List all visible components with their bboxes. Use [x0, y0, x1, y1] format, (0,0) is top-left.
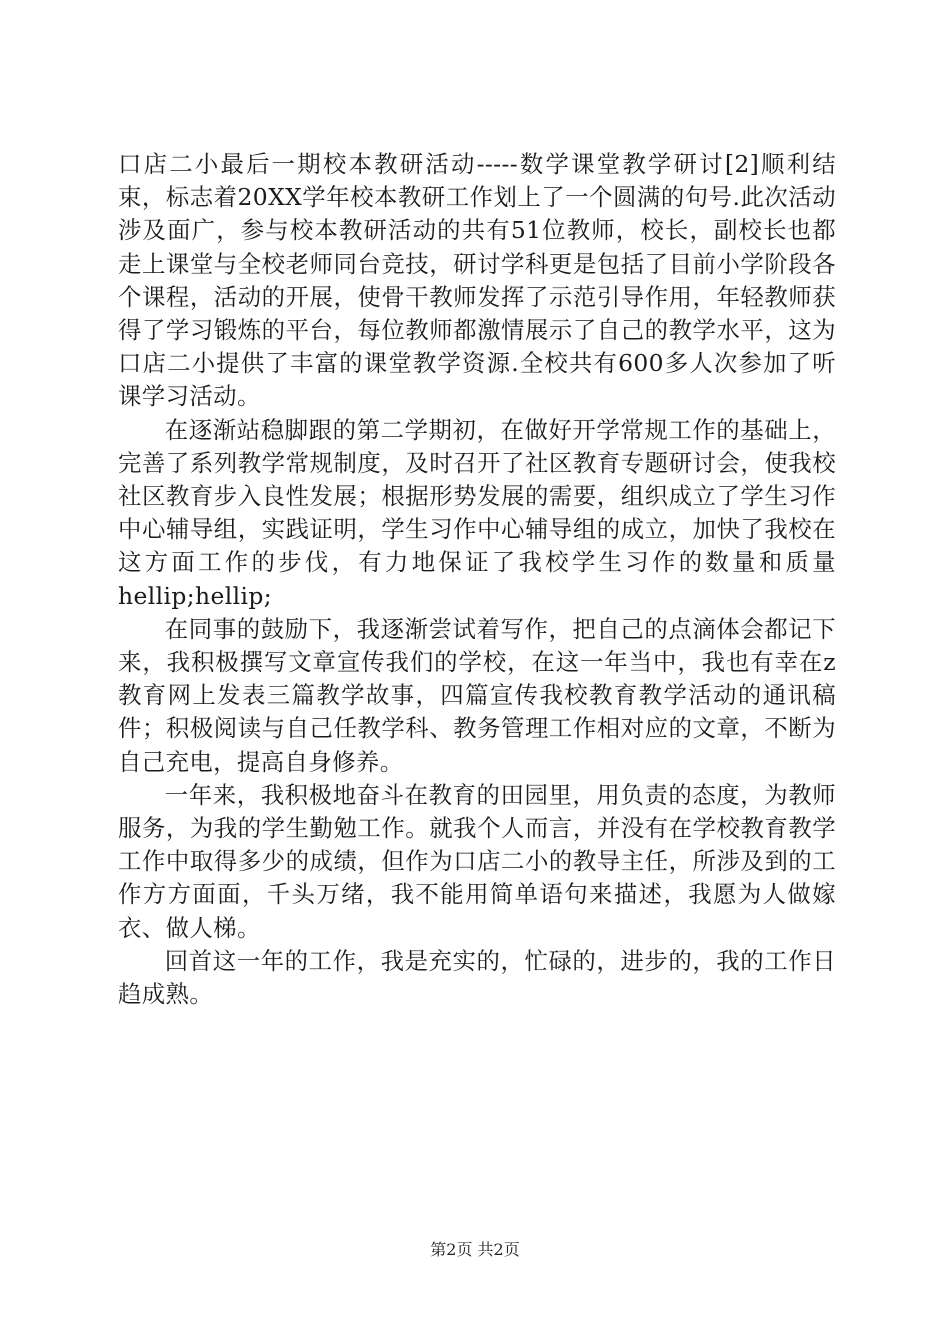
- paragraph: 一年来，我积极地奋斗在教育的田园里，用负责的态度，为教师服务，为我的学生勤勉工作。就我个人而言，并没有在学校教育教学工作中取得多少的成绩，但作为口店二小的教导主任，所涉及到的工作方方面面，千头万绪，我不能用简单语句来描述，我愿为人做嫁衣、做人梯。: [118, 780, 836, 942]
- paragraph: 口店二小最后一期校本教研活动-----数学课堂教学研讨[2]顺利结束，标志着20XX学年校本教研工作划上了一个圆满的句号.此次活动涉及面广，参与校本教研活动的共有51位教师，校长，副校长也都走上课堂与全校老师同台竞技，研讨学科更是包括了目前小学阶段各个课程，活动的开展，使骨干教师发挥了示范引导作用，年轻教师获得了学习锻炼的平台，每位教师都激情展示了自己的教学水平，这为口店二小提供了丰富的课堂教学资源.全校共有600多人次参加了听课学习活动。: [118, 150, 836, 411]
- paragraph: 在同事的鼓励下，我逐渐尝试着写作，把自己的点滴体会都记下来，我积极撰写文章宣传我们的学校，在这一年当中，我也有幸在z教育网上发表三篇教学故事，四篇宣传我校教育教学活动的通讯稿件；积极阅读与自己任教学科、教务管理工作相对应的文章，不断为自己充电，提高自身修养。: [118, 614, 836, 776]
- paragraph: 回首这一年的工作，我是充实的，忙碌的，进步的，我的工作日趋成熟。: [118, 946, 836, 1009]
- page-number-footer: 第2页 共2页: [430, 1240, 520, 1259]
- paragraph: 在逐渐站稳脚跟的第二学期初，在做好开学常规工作的基础上，完善了系列教学常规制度，及时召开了社区教育专题研讨会，使我校社区教育步入良性发展；根据形势发展的需要，组织成立了学生习作中心辅导组，实践证明，学生习作中心辅导组的成立，加快了我校在这方面工作的步伐，有力地保证了我校学生习作的数量和质量hellip;hellip;: [118, 415, 836, 610]
- document-body: [118, 148, 836, 1011]
